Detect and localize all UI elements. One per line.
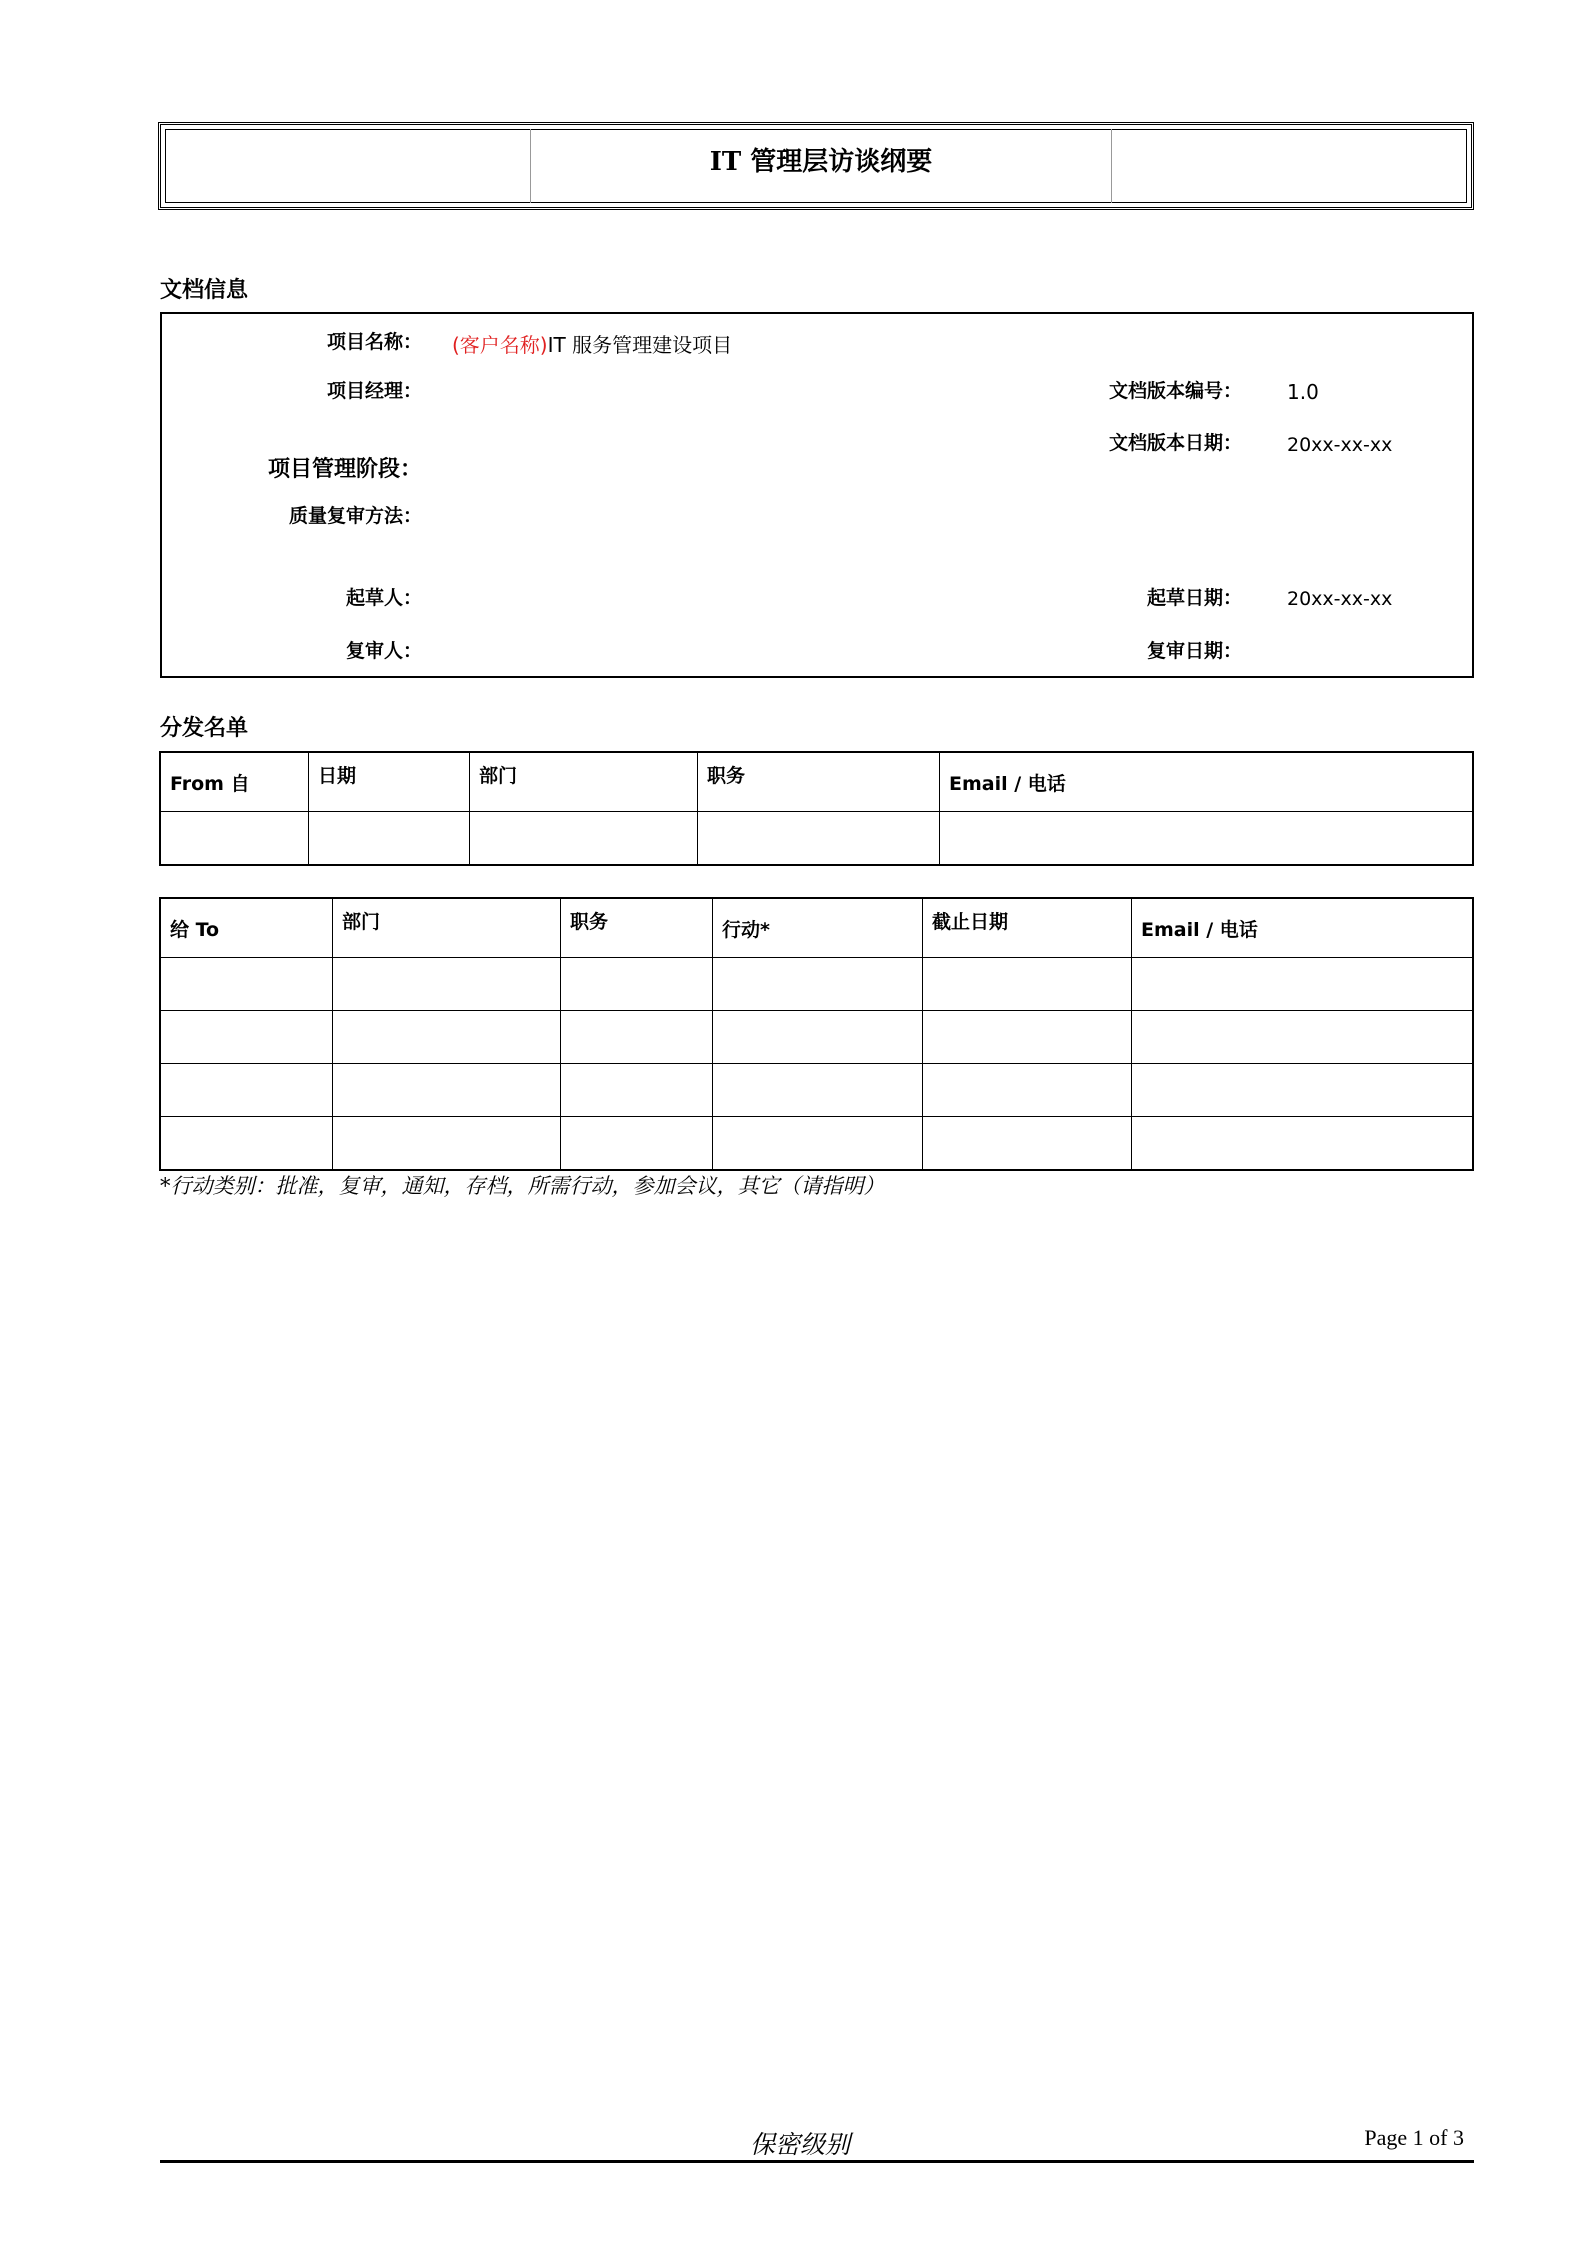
- col-deadline: 截止日期: [923, 899, 1132, 958]
- footer-page-number: Page 1 of 3: [1364, 2125, 1464, 2150]
- doc-info-box: [160, 312, 1474, 678]
- table-cell[interactable]: [161, 958, 333, 1011]
- version-date-value: 20xx-xx-xx: [1287, 434, 1393, 456]
- table-cell[interactable]: [1132, 1064, 1473, 1117]
- col-position: 职务: [698, 753, 940, 812]
- table-cell[interactable]: [333, 1064, 561, 1117]
- table-cell[interactable]: [1132, 958, 1473, 1011]
- document-header: [158, 122, 1474, 210]
- project-manager-label: 项目经理：: [326, 380, 422, 402]
- table-cell[interactable]: [940, 812, 1473, 865]
- table-cell[interactable]: [1132, 1011, 1473, 1064]
- table-cell[interactable]: [161, 812, 309, 865]
- table-cell[interactable]: [333, 1011, 561, 1064]
- footer-rule: [160, 2160, 1474, 2163]
- document-title: IT 管理层访谈纲要: [709, 147, 933, 177]
- col-action: 行动*: [713, 899, 923, 958]
- table-cell[interactable]: [1132, 1117, 1473, 1170]
- table-cell[interactable]: [161, 1011, 333, 1064]
- col-email-phone: Email / 电话: [940, 753, 1473, 812]
- action-category-note: *行动类别：批准，复审，通知，存档，所需行动，参加会议，其它（请指明）: [160, 1174, 885, 1198]
- reviewer-label: 复审人：: [345, 640, 422, 662]
- version-date-label: 文档版本日期：: [1108, 432, 1242, 454]
- project-phase-label: 项目管理阶段：: [267, 457, 422, 482]
- table-cell[interactable]: [698, 812, 940, 865]
- table-cell[interactable]: [333, 1117, 561, 1170]
- from-table-header: [161, 753, 1473, 812]
- table-cell[interactable]: [470, 812, 698, 865]
- table-cell[interactable]: [713, 1064, 923, 1117]
- table-cell[interactable]: [561, 958, 713, 1011]
- project-name-label: 项目名称：: [326, 331, 422, 353]
- version-number-value: 1.0: [1287, 380, 1319, 404]
- table-cell[interactable]: [561, 1011, 713, 1064]
- review-method-label: 质量复审方法：: [288, 505, 422, 527]
- col-to: 给 To: [161, 899, 333, 958]
- table-cell[interactable]: [713, 1117, 923, 1170]
- col-department: 部门: [333, 899, 561, 958]
- table-row: [161, 1117, 1473, 1170]
- table-cell[interactable]: [161, 1117, 333, 1170]
- table-row: [161, 1011, 1473, 1064]
- client-name-placeholder: (客户名称): [452, 333, 548, 357]
- table-row: [161, 958, 1473, 1011]
- table-cell[interactable]: [923, 1011, 1132, 1064]
- doc-info-heading: 文档信息: [160, 278, 249, 303]
- version-number-label: 文档版本编号：: [1108, 380, 1242, 402]
- table-cell[interactable]: [923, 1117, 1132, 1170]
- draft-date-value: 20xx-xx-xx: [1287, 588, 1393, 610]
- table-cell[interactable]: [561, 1064, 713, 1117]
- project-name-text: IT 服务管理建设项目: [547, 333, 733, 357]
- project-name-value: [452, 329, 732, 358]
- col-department: 部门: [470, 753, 698, 812]
- table-cell[interactable]: [923, 958, 1132, 1011]
- col-position: 职务: [561, 899, 713, 958]
- table-row: [161, 812, 1473, 865]
- col-email-phone: Email / 电话: [1132, 899, 1473, 958]
- table-cell[interactable]: [333, 958, 561, 1011]
- drafter-label: 起草人：: [345, 587, 422, 609]
- to-table-header: [161, 899, 1473, 958]
- col-from: From 自: [161, 753, 309, 812]
- header-divider-right: [1111, 129, 1112, 203]
- to-table: [160, 898, 1473, 1170]
- footer-classification: 保密级别: [749, 2130, 850, 2159]
- table-cell[interactable]: [923, 1064, 1132, 1117]
- table-cell[interactable]: [713, 958, 923, 1011]
- review-date-label: 复审日期：: [1146, 640, 1242, 662]
- table-cell[interactable]: [161, 1064, 333, 1117]
- draft-date-label: 起草日期：: [1146, 587, 1242, 609]
- table-cell[interactable]: [309, 812, 470, 865]
- table-row: [161, 1064, 1473, 1117]
- from-table: [160, 752, 1473, 865]
- col-date: 日期: [309, 753, 470, 812]
- distribution-heading: 分发名单: [160, 716, 249, 741]
- table-cell[interactable]: [713, 1011, 923, 1064]
- table-cell[interactable]: [561, 1117, 713, 1170]
